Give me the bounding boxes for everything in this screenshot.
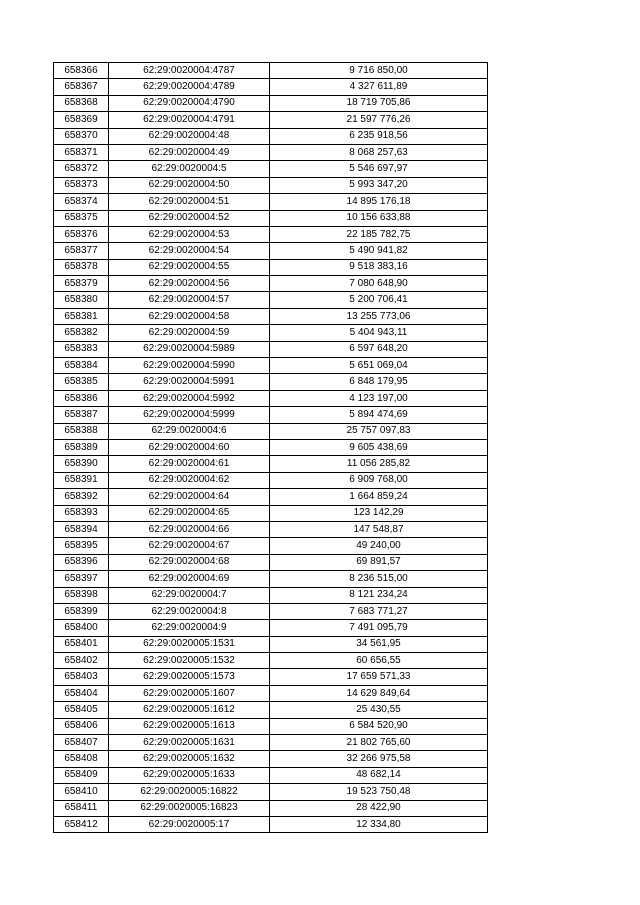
cadastral-value-cell: 18 719 705,86 xyxy=(270,95,488,111)
table-row xyxy=(54,587,488,603)
row-number-cell: 658394 xyxy=(54,521,109,537)
table-row xyxy=(54,128,488,144)
table-row xyxy=(54,194,488,210)
table-row xyxy=(54,702,488,718)
cadastral-number-cell: 62:29:0020004:5999 xyxy=(109,407,270,423)
row-number-cell: 658387 xyxy=(54,407,109,423)
row-number-cell: 658385 xyxy=(54,374,109,390)
cadastral-number-cell: 62:29:0020004:56 xyxy=(109,276,270,292)
cadastral-number-cell: 62:29:0020004:50 xyxy=(109,177,270,193)
row-number-cell: 658390 xyxy=(54,456,109,472)
row-number-cell: 658369 xyxy=(54,112,109,128)
table-row xyxy=(54,210,488,226)
cadastral-value-cell: 12 334,80 xyxy=(270,816,488,832)
cadastral-value-cell: 6 909 768,00 xyxy=(270,472,488,488)
table-row xyxy=(54,505,488,521)
table-row xyxy=(54,685,488,701)
row-number-cell: 658376 xyxy=(54,226,109,242)
cadastral-number-cell: 62:29:0020004:5 xyxy=(109,161,270,177)
cadastral-value-cell: 10 156 633,88 xyxy=(270,210,488,226)
cadastral-value-cell: 9 716 850,00 xyxy=(270,63,488,79)
row-number-cell: 658375 xyxy=(54,210,109,226)
table-row xyxy=(54,603,488,619)
cadastral-number-cell: 62:29:0020004:51 xyxy=(109,194,270,210)
cadastral-number-cell: 62:29:0020004:5990 xyxy=(109,358,270,374)
cadastral-number-cell: 62:29:0020005:1613 xyxy=(109,718,270,734)
row-number-cell: 658379 xyxy=(54,276,109,292)
cadastral-value-cell: 11 056 285,82 xyxy=(270,456,488,472)
cadastral-number-cell: 62:29:0020004:52 xyxy=(109,210,270,226)
row-number-cell: 658397 xyxy=(54,571,109,587)
row-number-cell: 658374 xyxy=(54,194,109,210)
cadastral-number-cell: 62:29:0020004:53 xyxy=(109,226,270,242)
row-number-cell: 658395 xyxy=(54,538,109,554)
cadastral-value-cell: 69 891,57 xyxy=(270,554,488,570)
cadastral-number-cell: 62:29:0020005:1532 xyxy=(109,653,270,669)
cadastral-value-cell: 25 430,55 xyxy=(270,702,488,718)
row-number-cell: 658367 xyxy=(54,79,109,95)
cadastral-value-cell: 147 548,87 xyxy=(270,521,488,537)
row-number-cell: 658378 xyxy=(54,259,109,275)
cadastral-number-cell: 62:29:0020005:1633 xyxy=(109,767,270,783)
cadastral-number-cell: 62:29:0020004:61 xyxy=(109,456,270,472)
cadastral-value-cell: 7 491 095,79 xyxy=(270,620,488,636)
cadastral-value-cell: 6 235 918,56 xyxy=(270,128,488,144)
row-number-cell: 658401 xyxy=(54,636,109,652)
row-number-cell: 658373 xyxy=(54,177,109,193)
cadastral-number-cell: 62:29:0020004:48 xyxy=(109,128,270,144)
row-number-cell: 658408 xyxy=(54,751,109,767)
cadastral-value-cell: 6 597 648,20 xyxy=(270,341,488,357)
table-row xyxy=(54,800,488,816)
table-row xyxy=(54,620,488,636)
row-number-cell: 658398 xyxy=(54,587,109,603)
row-number-cell: 658396 xyxy=(54,554,109,570)
cadastral-number-cell: 62:29:0020004:4787 xyxy=(109,63,270,79)
cadastral-number-cell: 62:29:0020004:60 xyxy=(109,439,270,455)
row-number-cell: 658388 xyxy=(54,423,109,439)
cadastral-value-cell: 21 597 776,26 xyxy=(270,112,488,128)
cadastral-number-cell: 62:29:0020005:1607 xyxy=(109,685,270,701)
table-row xyxy=(54,374,488,390)
table-row xyxy=(54,735,488,751)
cadastral-number-cell: 62:29:0020004:67 xyxy=(109,538,270,554)
cadastral-value-cell: 25 757 097,83 xyxy=(270,423,488,439)
row-number-cell: 658405 xyxy=(54,702,109,718)
row-number-cell: 658409 xyxy=(54,767,109,783)
cadastral-value-cell: 8 121 234,24 xyxy=(270,587,488,603)
table-row xyxy=(54,423,488,439)
table-row xyxy=(54,112,488,128)
cadastral-value-cell: 9 518 383,16 xyxy=(270,259,488,275)
cadastral-value-cell: 21 802 765,60 xyxy=(270,735,488,751)
cadastral-value-cell: 14 629 849,64 xyxy=(270,685,488,701)
cadastral-value-cell: 4 123 197,00 xyxy=(270,390,488,406)
cadastral-value-cell: 28 422,90 xyxy=(270,800,488,816)
cadastral-value-table xyxy=(53,62,488,833)
cadastral-value-cell: 6 584 520,90 xyxy=(270,718,488,734)
cadastral-number-cell: 62:29:0020004:7 xyxy=(109,587,270,603)
cadastral-number-cell: 62:29:0020004:5992 xyxy=(109,390,270,406)
cadastral-value-cell: 14 895 176,18 xyxy=(270,194,488,210)
cadastral-number-cell: 62:29:0020004:65 xyxy=(109,505,270,521)
row-number-cell: 658382 xyxy=(54,325,109,341)
cadastral-number-cell: 62:29:0020004:69 xyxy=(109,571,270,587)
table-row xyxy=(54,751,488,767)
cadastral-value-cell: 123 142,29 xyxy=(270,505,488,521)
table-row xyxy=(54,636,488,652)
cadastral-number-cell: 62:29:0020004:55 xyxy=(109,259,270,275)
cadastral-value-cell: 5 546 697,97 xyxy=(270,161,488,177)
table-row xyxy=(54,259,488,275)
cadastral-value-cell: 8 236 515,00 xyxy=(270,571,488,587)
cadastral-number-cell: 62:29:0020004:9 xyxy=(109,620,270,636)
table-row xyxy=(54,226,488,242)
cadastral-number-cell: 62:29:0020005:1573 xyxy=(109,669,270,685)
cadastral-value-cell: 60 656,55 xyxy=(270,653,488,669)
cadastral-value-cell: 8 068 257,63 xyxy=(270,144,488,160)
row-number-cell: 658366 xyxy=(54,63,109,79)
table-row xyxy=(54,554,488,570)
cadastral-value-cell: 1 664 859,24 xyxy=(270,489,488,505)
row-number-cell: 658404 xyxy=(54,685,109,701)
cadastral-number-cell: 62:29:0020004:4791 xyxy=(109,112,270,128)
row-number-cell: 658407 xyxy=(54,735,109,751)
cadastral-number-cell: 62:29:0020004:58 xyxy=(109,308,270,324)
row-number-cell: 658372 xyxy=(54,161,109,177)
cadastral-number-cell: 62:29:0020004:68 xyxy=(109,554,270,570)
row-number-cell: 658380 xyxy=(54,292,109,308)
cadastral-value-cell: 49 240,00 xyxy=(270,538,488,554)
table-row xyxy=(54,767,488,783)
cadastral-number-cell: 62:29:0020004:59 xyxy=(109,325,270,341)
cadastral-value-cell: 5 993 347,20 xyxy=(270,177,488,193)
table-row xyxy=(54,571,488,587)
cadastral-number-cell: 62:29:0020004:8 xyxy=(109,603,270,619)
row-number-cell: 658389 xyxy=(54,439,109,455)
table-body xyxy=(54,63,488,833)
cadastral-number-cell: 62:29:0020004:6 xyxy=(109,423,270,439)
cadastral-number-cell: 62:29:0020004:5989 xyxy=(109,341,270,357)
table-row xyxy=(54,407,488,423)
cadastral-number-cell: 62:29:0020004:5991 xyxy=(109,374,270,390)
table-row xyxy=(54,161,488,177)
row-number-cell: 658392 xyxy=(54,489,109,505)
table-row xyxy=(54,177,488,193)
cadastral-number-cell: 62:29:0020004:57 xyxy=(109,292,270,308)
table-row xyxy=(54,341,488,357)
table-row xyxy=(54,816,488,832)
cadastral-number-cell: 62:29:0020004:66 xyxy=(109,521,270,537)
cadastral-value-cell: 5 894 474,69 xyxy=(270,407,488,423)
table-row xyxy=(54,456,488,472)
table-row xyxy=(54,63,488,79)
table-row xyxy=(54,292,488,308)
row-number-cell: 658403 xyxy=(54,669,109,685)
table-row xyxy=(54,276,488,292)
table-row xyxy=(54,784,488,800)
cadastral-value-cell: 13 255 773,06 xyxy=(270,308,488,324)
cadastral-number-cell: 62:29:0020004:4790 xyxy=(109,95,270,111)
cadastral-number-cell: 62:29:0020005:1631 xyxy=(109,735,270,751)
table-row xyxy=(54,489,488,505)
cadastral-value-cell: 5 490 941,82 xyxy=(270,243,488,259)
cadastral-number-cell: 62:29:0020005:1632 xyxy=(109,751,270,767)
cadastral-number-cell: 62:29:0020004:54 xyxy=(109,243,270,259)
cadastral-number-cell: 62:29:0020005:16822 xyxy=(109,784,270,800)
cadastral-value-cell: 5 651 069,04 xyxy=(270,358,488,374)
cadastral-number-cell: 62:29:0020004:4789 xyxy=(109,79,270,95)
cadastral-value-cell: 22 185 782,75 xyxy=(270,226,488,242)
table-row xyxy=(54,243,488,259)
cadastral-number-cell: 62:29:0020005:1531 xyxy=(109,636,270,652)
cadastral-value-cell: 5 404 943,11 xyxy=(270,325,488,341)
table-row xyxy=(54,79,488,95)
row-number-cell: 658368 xyxy=(54,95,109,111)
row-number-cell: 658383 xyxy=(54,341,109,357)
table-row xyxy=(54,144,488,160)
row-number-cell: 658410 xyxy=(54,784,109,800)
cadastral-value-cell: 32 266 975,58 xyxy=(270,751,488,767)
cadastral-value-cell: 9 605 438,69 xyxy=(270,439,488,455)
table-row xyxy=(54,472,488,488)
table-row xyxy=(54,325,488,341)
table-row xyxy=(54,669,488,685)
table-row xyxy=(54,439,488,455)
table-row xyxy=(54,718,488,734)
table-row xyxy=(54,308,488,324)
row-number-cell: 658391 xyxy=(54,472,109,488)
row-number-cell: 658411 xyxy=(54,800,109,816)
row-number-cell: 658393 xyxy=(54,505,109,521)
row-number-cell: 658399 xyxy=(54,603,109,619)
row-number-cell: 658406 xyxy=(54,718,109,734)
row-number-cell: 658386 xyxy=(54,390,109,406)
row-number-cell: 658412 xyxy=(54,816,109,832)
row-number-cell: 658377 xyxy=(54,243,109,259)
cadastral-value-cell: 4 327 611,89 xyxy=(270,79,488,95)
cadastral-value-cell: 34 561,95 xyxy=(270,636,488,652)
cadastral-value-cell: 48 682,14 xyxy=(270,767,488,783)
table-row xyxy=(54,653,488,669)
cadastral-value-cell: 7 080 648,90 xyxy=(270,276,488,292)
table-row xyxy=(54,538,488,554)
cadastral-value-cell: 19 523 750,48 xyxy=(270,784,488,800)
cadastral-value-cell: 7 683 771,27 xyxy=(270,603,488,619)
cadastral-number-cell: 62:29:0020005:17 xyxy=(109,816,270,832)
table-row xyxy=(54,390,488,406)
row-number-cell: 658370 xyxy=(54,128,109,144)
row-number-cell: 658384 xyxy=(54,358,109,374)
table-row xyxy=(54,358,488,374)
cadastral-value-cell: 17 659 571,33 xyxy=(270,669,488,685)
row-number-cell: 658371 xyxy=(54,144,109,160)
cadastral-number-cell: 62:29:0020004:64 xyxy=(109,489,270,505)
cadastral-number-cell: 62:29:0020005:16823 xyxy=(109,800,270,816)
row-number-cell: 658400 xyxy=(54,620,109,636)
cadastral-value-cell: 5 200 706,41 xyxy=(270,292,488,308)
cadastral-value-cell: 6 848 179,95 xyxy=(270,374,488,390)
cadastral-number-cell: 62:29:0020004:49 xyxy=(109,144,270,160)
cadastral-number-cell: 62:29:0020004:62 xyxy=(109,472,270,488)
cadastral-number-cell: 62:29:0020005:1612 xyxy=(109,702,270,718)
table-row xyxy=(54,95,488,111)
row-number-cell: 658402 xyxy=(54,653,109,669)
table-row xyxy=(54,521,488,537)
row-number-cell: 658381 xyxy=(54,308,109,324)
